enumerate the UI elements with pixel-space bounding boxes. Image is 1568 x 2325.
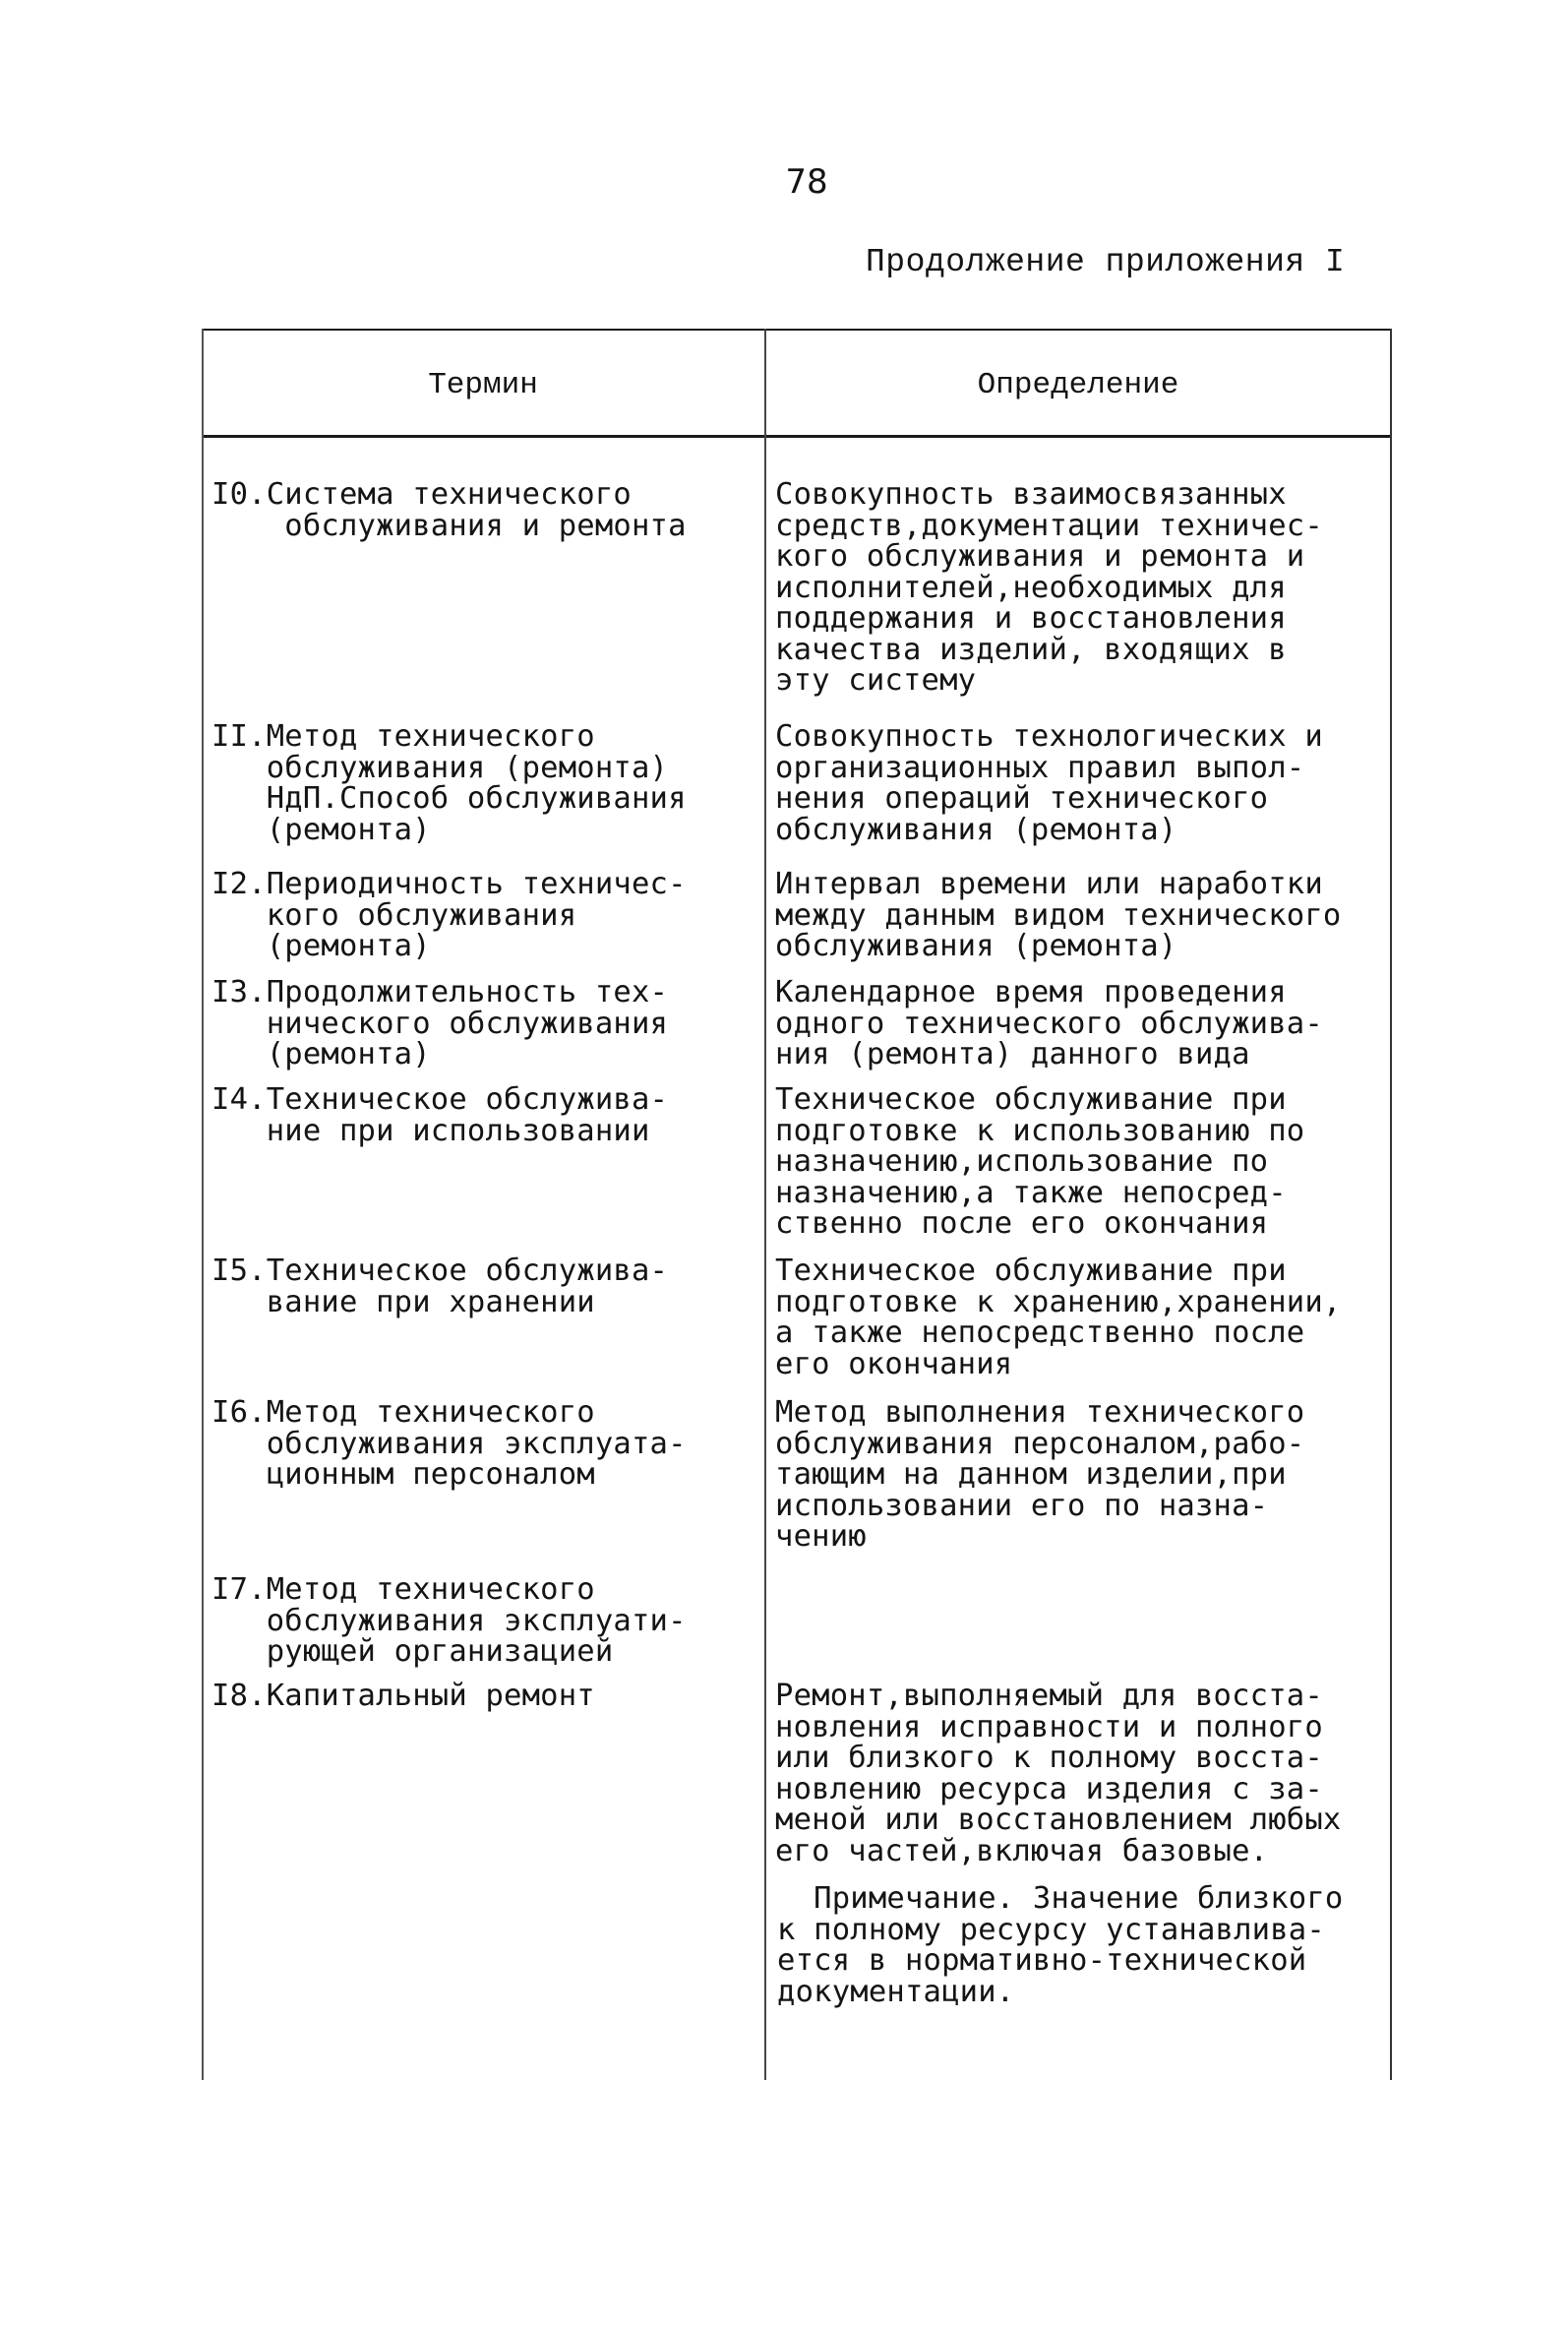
term-11: II.Метод технического обслуживания (ремонта) НдП.Способ обслуживания (ремонта) xyxy=(211,719,687,847)
table-header-rule xyxy=(202,435,1392,438)
continuation-heading: Продолжение приложения I xyxy=(866,244,1346,280)
term-10: I0.Система технического обслуживания и ремонта xyxy=(211,477,687,543)
header-definition: Определение xyxy=(977,368,1179,402)
term-17: I7.Метод технического обслуживания эксплуати- рующей организацией xyxy=(211,1572,687,1669)
definition-14: Техническое обслуживание при подготовке к использованию по назначению,использование по назначению,а также непосред- ственно после его окончания xyxy=(775,1082,1305,1241)
term-13: I3.Продолжительность тех- нического обслуживания (ремонта) xyxy=(211,975,669,1071)
term-12: I2.Периодичность техничес- кого обслуживания (ремонта) xyxy=(211,867,687,963)
term-15: I5.Техническое обслужива- вание при хранении xyxy=(211,1254,669,1319)
definition-12: Интервал времени или наработки между данным видом технического обслуживания (ремонта) xyxy=(775,867,1342,963)
definition-13: Календарное время проведения одного технического обслужива- ния (ремонта) данного вида xyxy=(775,975,1323,1071)
header-term: Термин xyxy=(428,368,538,402)
definition-16: Метод выполнения технического обслуживания персоналом,рабо- тающим на данном изделии,при использовании его по назна- чению xyxy=(775,1395,1305,1554)
definition-11: Совокупность технологических и организационных правил выпол- нения операций технического обслуживания (ремонта) xyxy=(775,719,1323,847)
page-number: 78 xyxy=(785,162,828,202)
table-top-rule xyxy=(202,329,1392,331)
table-left-rule xyxy=(202,329,204,2080)
term-16: I6.Метод технического обслуживания эксплуата- ционным персоналом xyxy=(211,1395,687,1492)
term-18: I8.Капитальный ремонт xyxy=(211,1679,595,1713)
table-column-divider xyxy=(764,329,766,2080)
definition-10: Совокупность взаимосвязанных средств,документации техничес- кого обслуживания и ремонта и исполнителей,необходимых для поддержания и восстановления качества изделий, входящих в эту систему xyxy=(775,477,1323,698)
definition-18: Ремонт,выполняемый для восста- новления исправности и полного или близкого к полному восста- новлению ресурса изделия с за- меной или восстановлением любых его частей,включая базовые. xyxy=(775,1679,1342,1868)
term-14: I4.Техническое обслужива- ние при использовании xyxy=(211,1082,669,1148)
definition-15: Техническое обслуживание при подготовке к хранению,хранении, а также непосредственно после его окончания xyxy=(775,1254,1342,1381)
table-right-rule xyxy=(1390,329,1392,2080)
note-18: Примечание. Значение близкого к полному ресурсу устанавлива- ется в нормативно-технической документации. xyxy=(777,1881,1344,2009)
